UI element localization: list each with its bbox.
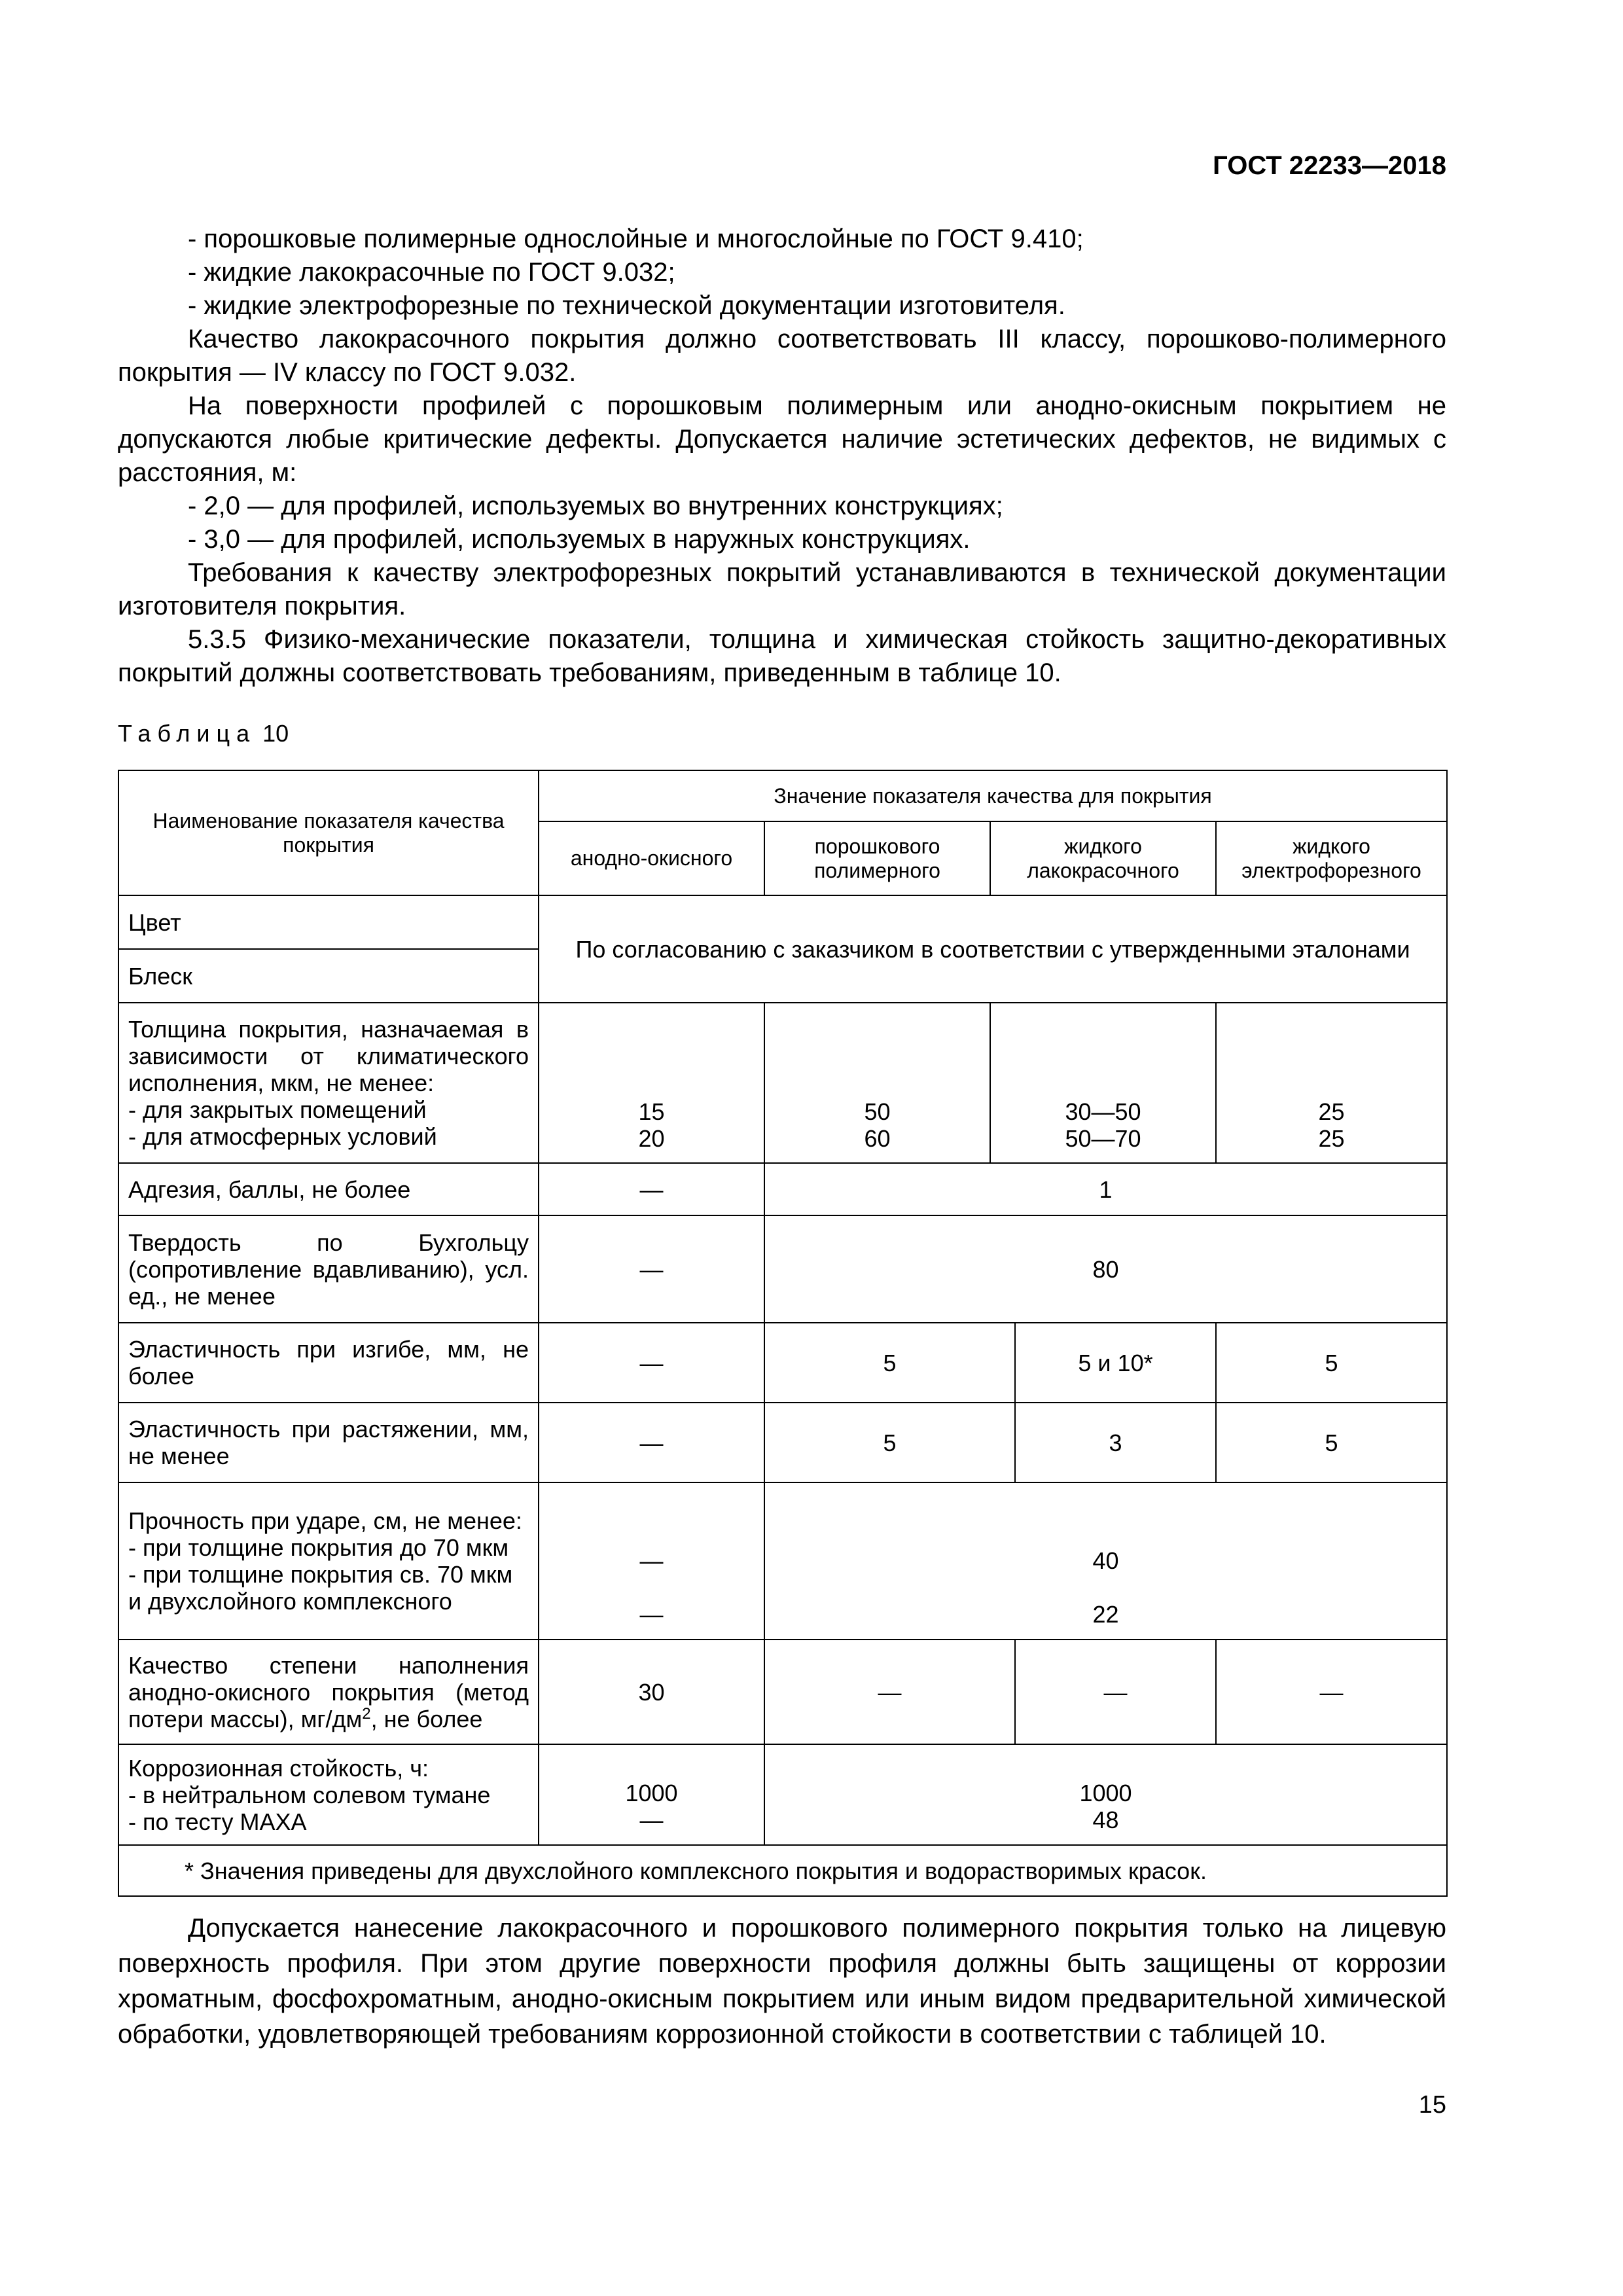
cell-value: 30—50 <box>1065 1098 1141 1125</box>
row-gloss-label: Блеск <box>118 949 539 1003</box>
list-item: - 3,0 — для профилей, используемых в наружных конструкциях. <box>188 525 971 554</box>
list-item: - жидкие лакокрасочные по ГОСТ 9.032; <box>188 258 675 287</box>
thickness-label: Толщина покрытия, назначаемая в зависимости от климатического исполнения, мкм, не менее: <box>128 1016 529 1096</box>
row-elasticity-bend-label <box>118 1323 539 1403</box>
filling-label-tail: , не более <box>370 1705 483 1732</box>
cell-value: 20 <box>638 1125 665 1152</box>
filling-label <box>128 1652 529 1732</box>
cell-value: 40 <box>1092 1547 1119 1574</box>
elasticity-bend-anod: — <box>539 1323 764 1403</box>
cell-value: 50 <box>864 1098 891 1125</box>
table-caption-number: 10 <box>262 720 289 747</box>
row-corrosion-label <box>118 1744 539 1845</box>
cell-value: — <box>639 1547 664 1574</box>
paragraph-electro: Требования к качеству электрофорезных покрытий устанавливаются в технической документации изготовителя покрытия. <box>118 558 1446 620</box>
table-footnote: * Значения приведены для двухслойного комплексного покрытия и водорастворимых красок. <box>118 1845 1447 1896</box>
cell-value: 1000 <box>625 1780 678 1806</box>
elasticity-stretch-label: Эластичность при растяжении, мм, не менее <box>128 1416 529 1469</box>
filling-electro: — <box>1216 1640 1447 1744</box>
table-caption <box>118 720 289 747</box>
after-table-text <box>118 1910 1446 2052</box>
paragraph-defects: На поверхности профилей с порошковым полимерным или анодно-окисным покрытием не допускаются любые критические дефекты. Допускается наличие эстетических дефектов, не видимых с расстояния, м: <box>118 391 1446 487</box>
intro-text <box>118 223 1446 690</box>
elasticity-bend-electro: 5 <box>1216 1323 1447 1403</box>
row-thickness-label <box>118 1003 539 1163</box>
cell-value: 48 <box>1092 1806 1119 1833</box>
impact-others <box>764 1482 1447 1640</box>
filling-powder: — <box>764 1640 1015 1744</box>
row-elasticity-stretch-label <box>118 1403 539 1482</box>
header-col-powder: порошкового полимерного <box>764 821 990 895</box>
thickness-electro <box>1216 1003 1447 1163</box>
page-number: 15 <box>1418 2091 1446 2119</box>
row-color-gloss-value: По согласованию с заказчиком в соответствии с утвержденными эталонами <box>539 895 1447 1003</box>
corrosion-sub2: - по тесту МАХА <box>128 1808 307 1835</box>
paragraph-5-3-5: 5.3.5 Физико-механические показатели, толщина и химическая стойкость защитно-декоративных покрытий должны соответствовать требованиям, приведенным в таблице 10. <box>118 625 1446 687</box>
paragraph-after-table: Допускается нанесение лакокрасочного и порошкового полимерного покрытия только на лицевую поверхность профиля. При этом другие поверхности профиля должны быть защищены от коррозии хроматным, фосфохроматным, анодно-окисным покрытием или иным видом предварительной химической обработки, удовлетворяющей требованиям коррозионной стойкости в соответствии с таблицей 10. <box>118 1914 1446 2049</box>
header-name-col: Наименование показателя качества покрытия <box>118 770 539 895</box>
corrosion-label: Коррозионная стойкость, ч: <box>128 1754 429 1782</box>
cell-value: 25 <box>1318 1125 1345 1152</box>
paragraph-quality: Качество лакокрасочного покрытия должно соответствовать III классу, порошково-полимерного покрытия — IV классу по ГОСТ 9.032. <box>118 325 1446 387</box>
cell-value: 22 <box>1092 1601 1119 1628</box>
row-adhesion-label: Адгезия, баллы, не более <box>118 1163 539 1215</box>
header-col-liquid: жидкого лакокрасочного <box>990 821 1216 895</box>
hardness-others: 80 <box>764 1215 1447 1323</box>
elasticity-stretch-powder: 5 <box>764 1403 1015 1482</box>
cell-value: 1000 <box>1079 1780 1132 1806</box>
row-impact-label <box>118 1482 539 1640</box>
filling-label-text: Качество степени наполнения анодно-окисного покрытия (метод потери массы), мг/дм <box>128 1651 529 1732</box>
thickness-powder <box>764 1003 990 1163</box>
thickness-liquid <box>990 1003 1216 1163</box>
thickness-sub2: - для атмосферных условий <box>128 1123 437 1150</box>
filling-liquid: — <box>1015 1640 1216 1744</box>
impact-sub1: - при толщине покрытия до 70 мкм <box>128 1534 509 1561</box>
adhesion-others: 1 <box>764 1163 1447 1215</box>
elasticity-stretch-anod: — <box>539 1403 764 1482</box>
elasticity-stretch-electro: 5 <box>1216 1403 1447 1482</box>
header-value-group: Значение показателя качества для покрытия <box>539 770 1447 821</box>
row-hardness-label <box>118 1215 539 1323</box>
cell-value: 60 <box>864 1125 891 1152</box>
cell-value: 25 <box>1318 1098 1345 1125</box>
cell-value: — <box>639 1806 664 1833</box>
document-header: ГОСТ 22233—2018 <box>1213 151 1446 180</box>
list-item: - 2,0 — для профилей, используемых во внутренних конструкциях; <box>188 492 1003 520</box>
filling-anod: 30 <box>539 1640 764 1744</box>
impact-anod <box>539 1482 764 1640</box>
cell-value: — <box>639 1601 664 1628</box>
quality-table <box>118 770 1448 1897</box>
elasticity-bend-label: Эластичность при изгибе, мм, не более <box>128 1336 529 1390</box>
thickness-anod <box>539 1003 764 1163</box>
thickness-sub1: - для закрытых помещений <box>128 1096 427 1123</box>
row-filling-label <box>118 1640 539 1744</box>
elasticity-bend-powder: 5 <box>764 1323 1015 1403</box>
impact-label: Прочность при ударе, см, не менее: <box>128 1507 522 1534</box>
filling-label-sup: 2 <box>362 1704 371 1723</box>
header-col-electro: жидкого электрофорезного <box>1216 821 1447 895</box>
list-item: - жидкие электрофорезные по технической документации изготовителя. <box>188 291 1065 320</box>
hardness-label: Твердость по Бухгольцу (сопротивление вдавливанию), усл. ед., не менее <box>128 1229 529 1310</box>
elasticity-stretch-liquid: 3 <box>1015 1403 1216 1482</box>
corrosion-sub1: - в нейтральном солевом тумане <box>128 1781 491 1808</box>
row-color-label: Цвет <box>118 895 539 949</box>
hardness-anod: — <box>539 1215 764 1323</box>
list-item: - порошковые полимерные однослойные и многослойные по ГОСТ 9.410; <box>188 224 1084 253</box>
corrosion-anod <box>539 1744 764 1845</box>
adhesion-anod: — <box>539 1163 764 1215</box>
impact-sub2: - при толщине покрытия св. 70 мкм и двухслойного комплексного <box>128 1561 513 1615</box>
cell-value: 15 <box>638 1098 665 1125</box>
elasticity-bend-liquid: 5 и 10* <box>1015 1323 1216 1403</box>
corrosion-others <box>764 1744 1447 1845</box>
header-col-anod: анодно-окисного <box>539 821 764 895</box>
table-caption-word: Таблица <box>118 720 257 747</box>
cell-value: 50—70 <box>1065 1125 1141 1152</box>
